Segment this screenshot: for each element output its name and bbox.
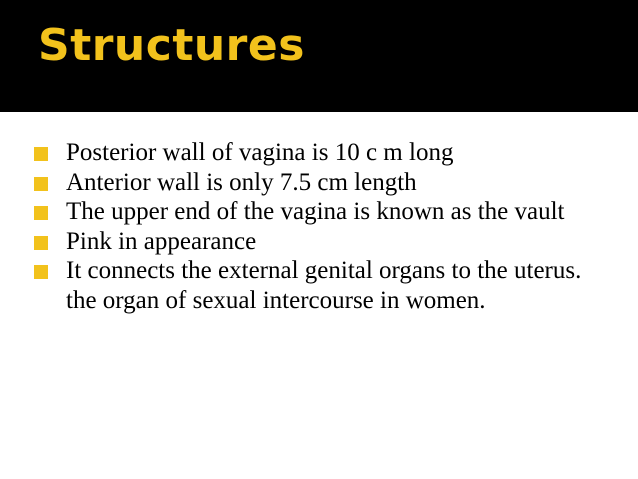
bullet-item-5	[28, 256, 598, 315]
bullet-item-3	[28, 197, 598, 227]
bullet-item-1	[28, 138, 598, 168]
square-bullet-icon	[34, 177, 48, 191]
bullet-item-2	[28, 168, 598, 198]
square-bullet-icon	[34, 236, 48, 250]
bullet-text-3: The upper end of the vagina is known as the vault	[66, 198, 565, 225]
bullet-text-5: It connects the external genital organs to the uterus. the organ of sexual intercourse in women.	[66, 257, 582, 314]
bullet-text-4: Pink in appearance	[66, 227, 257, 255]
bullet-list	[28, 138, 598, 315]
square-bullet-icon	[34, 206, 48, 220]
square-bullet-icon	[34, 147, 48, 161]
square-bullet-icon	[34, 265, 48, 279]
bullet-text-2: Anterior wall is only 7.5 cm length	[66, 168, 417, 196]
bullet-item-4	[28, 227, 598, 257]
title-bar	[0, 0, 638, 112]
slide-title: Structures	[38, 20, 305, 71]
bullet-text-1: Posterior wall of vagina is 10 c m long	[66, 139, 454, 166]
